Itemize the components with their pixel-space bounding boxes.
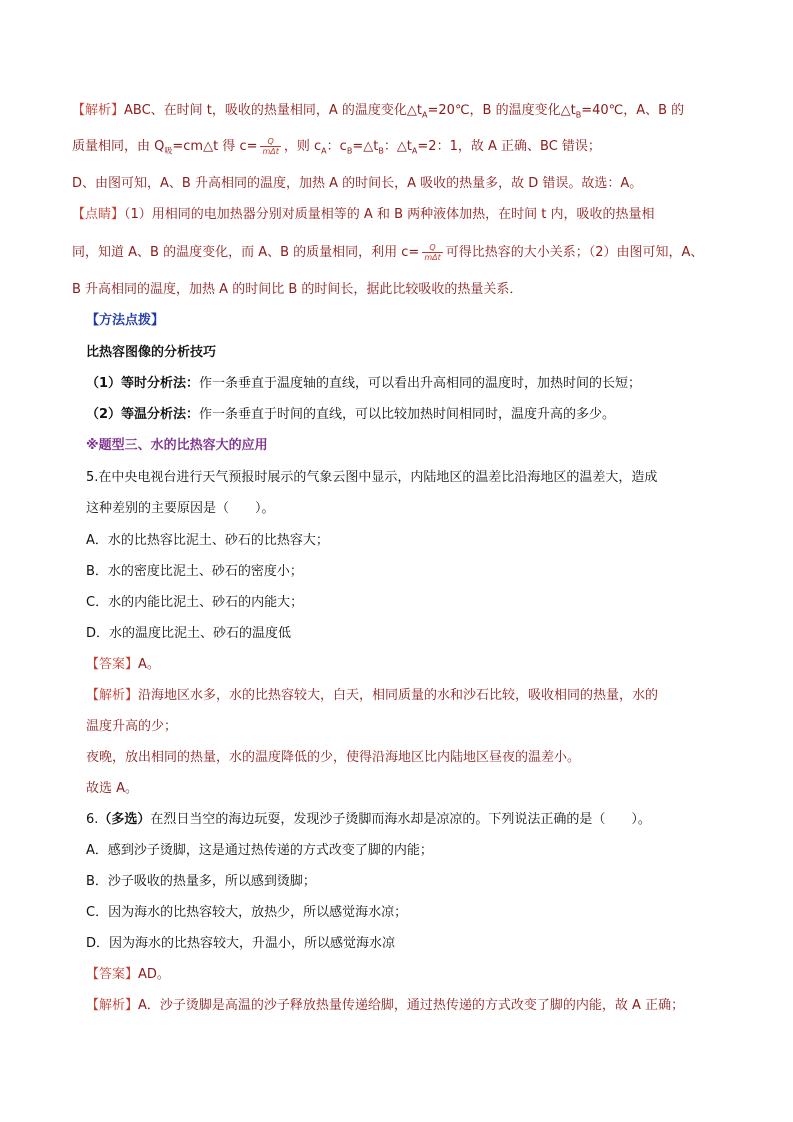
q6-option-b: B．沙子吸收的热量多，所以感到烫脚； — [86, 874, 316, 889]
q5-analysis-3: 夜晚，放出相同的热量，水的温度降低的少，使得沿海地区比内陆地区昼夜的温差小。 — [86, 750, 581, 765]
q5-analysis-2: 温度升高的少； — [86, 719, 178, 734]
q5-option-b: B．水的密度比泥土、砂石的密度小； — [86, 564, 303, 579]
q6-answer: 【答案】AD。 — [86, 967, 170, 982]
comment-line-1: 【点睛】（1）用相同的电加热器分别对质量相等的 A 和 B 两种液体加热，在时间 t 内，吸收的热量相 — [72, 207, 655, 222]
q5-answer: 【答案】A。 — [86, 657, 160, 672]
method-line-2: （2）等温分析法：作一条垂直于时间的直线，可以比较加热时间相同时，温度升高的多少。 — [86, 407, 616, 422]
q5-option-c: C．水的内能比泥土、砂石的内能大； — [86, 595, 304, 610]
q5-option-a: A．水的比热容比泥土、砂石的比热容大； — [86, 533, 329, 548]
q5-option-d: D．水的温度比泥土、砂石的温度低 — [86, 626, 292, 641]
analysis-line-2: 质量相同，由 $Q_吸=cm\triangle t$ 得 c= $\frac{Q}{\text{mΔt}}$ ，则 $c_A$：$c_B=\triangle t_B$：$\triangle t_A=2$：1，故 A 正确、BC 错误； — [72, 137, 601, 156]
analysis-line-3: D、由图可知，A、B 升高相同的温度，加热 A 的时间长，A 吸收的热量多，故 D 错误。故选：A。 — [72, 176, 643, 191]
method-title: 比热容图像的分析技巧 — [86, 345, 217, 360]
analysis-line-1: 【解析】ABC、在时间 t，吸收的热量相同，A 的温度变化$\triangle t_A=20℃$，B 的温度变化$\triangle t_B=40℃$，A、B 的 — [72, 103, 685, 120]
comment-tag: 【点睛】 — [72, 207, 125, 222]
q5-stem-2: 这种差别的主要原因是（ ）。 — [86, 501, 275, 516]
comment-line-3: B 升高相同的温度，加热 A 的时间比 B 的时间长，据此比较吸收的热量关系． — [72, 282, 523, 297]
q6-option-c: C．因为海水的比热容较大，放热少，所以感觉海水凉； — [86, 905, 408, 920]
section-heading: ※题型三、水的比热容大的应用 — [86, 438, 268, 453]
q6-analysis-1: 【解析】A．沙子烫脚是高温的沙子释放热量传递给脚，通过热传递的方式改变了脚的内能，故 A 正确； — [86, 998, 685, 1013]
formula-fraction: $\frac{Q}{\text{mΔt}}$ — [262, 137, 279, 156]
method-line-1: （1）等时分析法：作一条垂直于温度轴的直线，可以看出升高相同的温度时，加热时间的长短； — [86, 376, 642, 391]
formula-fraction-2: $\frac{Q}{\text{mΔt}}$ — [424, 243, 441, 262]
comment-line-2: 同，知道 A、B 的温度变化，而 A、B 的质量相同，利用 c= $\frac{Q}{\text{mΔt}}$ 可得比热容的大小关系；（2）由图可知，A、 — [72, 243, 704, 262]
q6-option-d: D．因为海水的比热容较大，升温小，所以感觉海水凉 — [86, 936, 396, 951]
method-heading: 【方法点拨】 — [86, 313, 165, 328]
q5-analysis-4: 故选 A。 — [86, 781, 139, 796]
analysis-tag: 【解析】 — [72, 103, 125, 118]
q5-analysis-1: 【解析】沿海地区水多，水的比热容较大，白天，相同质量的水和沙石比较，吸收相同的热量，水的 — [86, 688, 659, 703]
q6-option-a: A．感到沙子烫脚，这是通过热传递的方式改变了脚的内能； — [86, 843, 433, 858]
q6-stem: 6.（多选）在烈日当空的海边玩耍，发现沙子烫脚而海水却是凉凉的。下列说法正确的是（ ）。 — [86, 812, 651, 827]
q5-stem-1: 5.在中央电视台进行天气预报时展示的气象云图中显示，内陆地区的温差比沿海地区的温差大，造成 — [86, 470, 658, 485]
